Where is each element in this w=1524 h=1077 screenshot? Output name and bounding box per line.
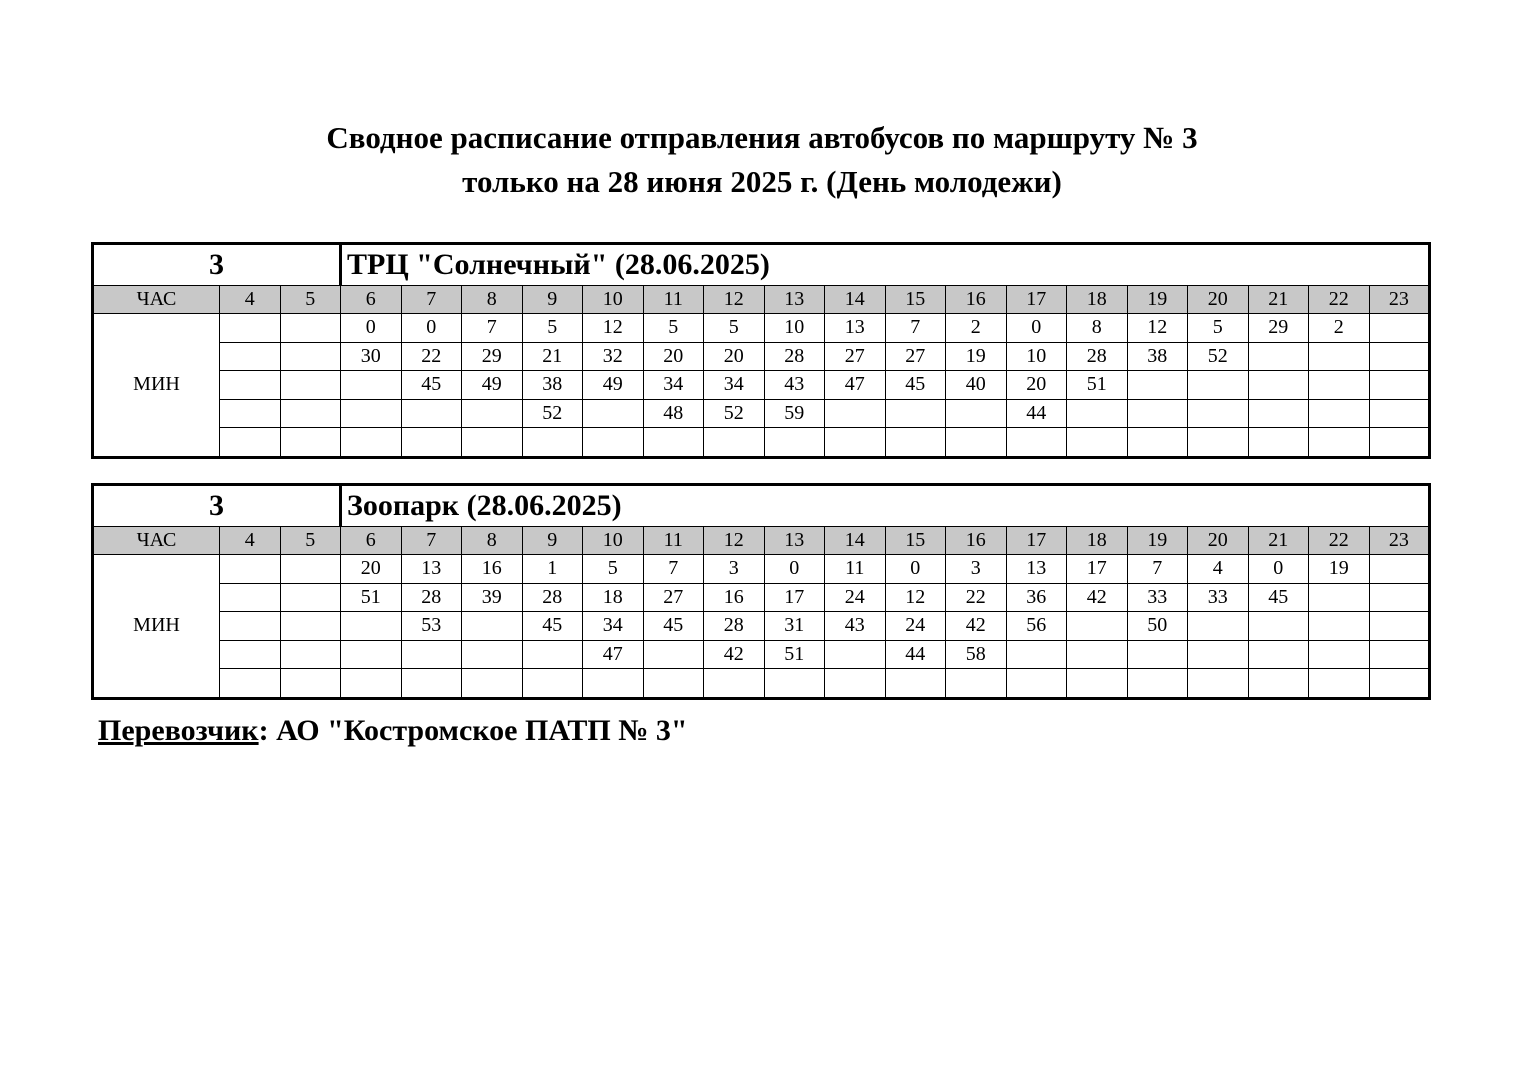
minute-cell — [1369, 371, 1430, 400]
minute-cell: 45 — [401, 371, 462, 400]
minute-cell — [220, 342, 281, 371]
title-line-2: только на 28 июня 2025 г. (День молодежи) — [462, 164, 1062, 199]
minute-cell: 12 — [583, 314, 644, 343]
minute-cell — [1248, 399, 1309, 428]
hour-cell: 18 — [1067, 527, 1128, 555]
minute-cell — [583, 669, 644, 699]
hour-cell: 4 — [220, 527, 281, 555]
hour-cell: 20 — [1188, 286, 1249, 314]
hour-cell: 11 — [643, 286, 704, 314]
minute-cell — [885, 428, 946, 458]
minute-cell: 47 — [583, 640, 644, 669]
minute-cell — [280, 342, 341, 371]
minutes-row — [93, 399, 1430, 428]
hour-cell: 9 — [522, 527, 583, 555]
minute-cell: 20 — [341, 555, 402, 584]
minute-cell: 24 — [825, 583, 886, 612]
minute-cell: 7 — [643, 555, 704, 584]
minute-cell — [280, 612, 341, 641]
minute-cell: 0 — [885, 555, 946, 584]
minute-cell — [462, 669, 523, 699]
minute-cell — [704, 669, 765, 699]
minute-cell: 44 — [1006, 399, 1067, 428]
minute-cell: 33 — [1127, 583, 1188, 612]
minute-cell — [341, 399, 402, 428]
minute-cell — [1309, 669, 1370, 699]
minute-cell — [1369, 342, 1430, 371]
minute-cell: 17 — [764, 583, 825, 612]
minute-cell: 43 — [825, 612, 886, 641]
minute-cell — [1188, 612, 1249, 641]
hour-cell: 13 — [764, 286, 825, 314]
hour-cell: 10 — [583, 527, 644, 555]
minute-cell: 44 — [885, 640, 946, 669]
minutes-row — [93, 428, 1430, 458]
minute-cell: 56 — [1006, 612, 1067, 641]
hour-cell: 6 — [341, 286, 402, 314]
minute-cell: 52 — [522, 399, 583, 428]
minute-cell: 17 — [1067, 555, 1128, 584]
minute-cell — [825, 669, 886, 699]
minute-cell — [1067, 640, 1128, 669]
minutes-label: МИН — [93, 555, 220, 699]
carrier-label: Перевозчик — [98, 714, 259, 747]
minute-cell: 51 — [341, 583, 402, 612]
minute-cell — [462, 428, 523, 458]
minute-cell: 29 — [462, 342, 523, 371]
minute-cell — [946, 399, 1007, 428]
minute-cell — [1369, 640, 1430, 669]
minute-cell: 16 — [462, 555, 523, 584]
minute-cell — [1309, 583, 1370, 612]
minute-cell: 50 — [1127, 612, 1188, 641]
minute-cell: 33 — [1188, 583, 1249, 612]
minute-cell: 34 — [583, 612, 644, 641]
minute-cell: 31 — [764, 612, 825, 641]
minute-cell: 0 — [764, 555, 825, 584]
hour-cell: 16 — [946, 527, 1007, 555]
minute-cell: 45 — [1248, 583, 1309, 612]
minute-cell — [643, 669, 704, 699]
hour-cell: 22 — [1309, 286, 1370, 314]
minute-cell — [1127, 399, 1188, 428]
minute-cell: 13 — [1006, 555, 1067, 584]
hour-cell: 16 — [946, 286, 1007, 314]
minute-cell — [401, 640, 462, 669]
minute-cell — [1067, 428, 1128, 458]
minute-cell — [885, 399, 946, 428]
minute-cell — [1248, 669, 1309, 699]
minute-cell — [1369, 428, 1430, 458]
minute-cell — [1309, 428, 1370, 458]
minute-cell — [220, 399, 281, 428]
minute-cell: 34 — [704, 371, 765, 400]
minute-cell — [643, 640, 704, 669]
minute-cell — [341, 428, 402, 458]
minute-cell — [1127, 428, 1188, 458]
minute-cell: 27 — [643, 583, 704, 612]
hour-cell: 4 — [220, 286, 281, 314]
hour-cell: 14 — [825, 527, 886, 555]
minute-cell: 20 — [643, 342, 704, 371]
minute-cell — [1067, 612, 1128, 641]
minute-cell — [280, 399, 341, 428]
minute-cell: 16 — [704, 583, 765, 612]
minute-cell — [401, 428, 462, 458]
minute-cell — [946, 669, 1007, 699]
minute-cell: 29 — [1248, 314, 1309, 343]
hour-cell: 10 — [583, 286, 644, 314]
minute-cell: 21 — [522, 342, 583, 371]
minute-cell: 0 — [1006, 314, 1067, 343]
minute-cell: 0 — [341, 314, 402, 343]
hour-cell: 23 — [1369, 527, 1430, 555]
hour-cell: 15 — [885, 527, 946, 555]
minute-cell — [462, 640, 523, 669]
minute-cell: 3 — [704, 555, 765, 584]
minute-cell: 5 — [643, 314, 704, 343]
minute-cell — [1188, 669, 1249, 699]
minute-cell: 42 — [704, 640, 765, 669]
minute-cell: 52 — [704, 399, 765, 428]
minute-cell: 43 — [764, 371, 825, 400]
minute-cell — [1309, 399, 1370, 428]
stop-name: ТРЦ "Солнечный" (28.06.2025) — [341, 244, 1430, 286]
stop-name: Зоопарк (28.06.2025) — [341, 485, 1430, 527]
minutes-row — [93, 342, 1430, 371]
minute-cell: 8 — [1067, 314, 1128, 343]
minute-cell — [462, 612, 523, 641]
minute-cell — [1067, 669, 1128, 699]
minute-cell — [220, 428, 281, 458]
minute-cell: 22 — [946, 583, 1007, 612]
minutes-row — [93, 640, 1430, 669]
minute-cell: 28 — [1067, 342, 1128, 371]
hour-cell: 18 — [1067, 286, 1128, 314]
route-number: 3 — [93, 244, 341, 286]
minutes-row — [93, 555, 1430, 584]
minute-cell — [401, 669, 462, 699]
minute-cell — [704, 428, 765, 458]
hour-cell: 17 — [1006, 286, 1067, 314]
minute-cell — [280, 314, 341, 343]
hour-cell: 8 — [462, 286, 523, 314]
minute-cell — [341, 669, 402, 699]
minute-cell: 32 — [583, 342, 644, 371]
minute-cell — [220, 371, 281, 400]
minute-cell: 4 — [1188, 555, 1249, 584]
minute-cell — [1067, 399, 1128, 428]
minute-cell: 51 — [1067, 371, 1128, 400]
minute-cell — [1369, 669, 1430, 699]
minute-cell — [280, 555, 341, 584]
minute-cell — [1188, 399, 1249, 428]
minute-cell — [764, 669, 825, 699]
minute-cell: 10 — [1006, 342, 1067, 371]
minute-cell: 47 — [825, 371, 886, 400]
minute-cell: 19 — [946, 342, 1007, 371]
hour-cell: 20 — [1188, 527, 1249, 555]
minute-cell: 45 — [522, 612, 583, 641]
schedule-header-row — [93, 485, 1430, 527]
hour-cell: 14 — [825, 286, 886, 314]
minute-cell: 5 — [522, 314, 583, 343]
minute-cell: 20 — [1006, 371, 1067, 400]
minute-cell: 59 — [764, 399, 825, 428]
hour-cell: 19 — [1127, 527, 1188, 555]
minute-cell: 48 — [643, 399, 704, 428]
minutes-row — [93, 314, 1430, 343]
minutes-row — [93, 583, 1430, 612]
hour-cell: 15 — [885, 286, 946, 314]
carrier-value: : АО "Костромское ПАТП № 3" — [258, 714, 688, 747]
minute-cell: 45 — [885, 371, 946, 400]
hour-cell: 9 — [522, 286, 583, 314]
minute-cell — [764, 428, 825, 458]
minute-cell — [341, 612, 402, 641]
minute-cell — [1369, 399, 1430, 428]
hour-cell: 19 — [1127, 286, 1188, 314]
minute-cell — [1309, 640, 1370, 669]
minute-cell: 5 — [583, 555, 644, 584]
minute-cell: 1 — [522, 555, 583, 584]
minute-cell — [1369, 555, 1430, 584]
hour-cell: 17 — [1006, 527, 1067, 555]
schedule-table-trc — [91, 242, 1431, 459]
hour-cell: 22 — [1309, 527, 1370, 555]
hour-cell: 13 — [764, 527, 825, 555]
minute-cell: 7 — [1127, 555, 1188, 584]
minute-cell: 0 — [401, 314, 462, 343]
minute-cell — [220, 669, 281, 699]
minute-cell: 0 — [1248, 555, 1309, 584]
minute-cell: 11 — [825, 555, 886, 584]
minute-cell: 7 — [462, 314, 523, 343]
hour-cell: 21 — [1248, 286, 1309, 314]
minute-cell: 30 — [341, 342, 402, 371]
minute-cell: 34 — [643, 371, 704, 400]
minute-cell: 52 — [1188, 342, 1249, 371]
hour-cell: 6 — [341, 527, 402, 555]
minutes-row — [93, 612, 1430, 641]
minute-cell — [522, 640, 583, 669]
minute-cell — [280, 669, 341, 699]
minute-cell: 28 — [764, 342, 825, 371]
minute-cell — [1006, 428, 1067, 458]
minute-cell: 51 — [764, 640, 825, 669]
minute-cell — [1369, 583, 1430, 612]
minutes-label: МИН — [93, 314, 220, 458]
minute-cell: 3 — [946, 555, 1007, 584]
hour-label: ЧАС — [93, 527, 220, 555]
minute-cell — [583, 428, 644, 458]
minute-cell — [220, 314, 281, 343]
hour-cell: 11 — [643, 527, 704, 555]
minute-cell — [280, 428, 341, 458]
hour-cell: 21 — [1248, 527, 1309, 555]
minute-cell: 12 — [1127, 314, 1188, 343]
minute-cell — [1248, 342, 1309, 371]
minute-cell — [341, 371, 402, 400]
minute-cell — [1309, 612, 1370, 641]
minute-cell — [1006, 640, 1067, 669]
minute-cell — [825, 399, 886, 428]
minute-cell: 40 — [946, 371, 1007, 400]
minutes-row — [93, 371, 1430, 400]
title-line-1: Сводное расписание отправления автобусов по маршруту № 3 — [326, 120, 1198, 155]
hours-row — [93, 527, 1430, 555]
minute-cell: 58 — [946, 640, 1007, 669]
minute-cell: 13 — [825, 314, 886, 343]
minute-cell — [1309, 342, 1370, 371]
minute-cell — [643, 428, 704, 458]
minute-cell — [1248, 640, 1309, 669]
minute-cell: 38 — [1127, 342, 1188, 371]
carrier-info — [98, 714, 688, 748]
minute-cell — [1248, 428, 1309, 458]
minute-cell — [220, 640, 281, 669]
minute-cell: 24 — [885, 612, 946, 641]
minute-cell — [946, 428, 1007, 458]
hour-cell: 8 — [462, 527, 523, 555]
minute-cell — [401, 399, 462, 428]
minute-cell: 22 — [401, 342, 462, 371]
minute-cell: 19 — [1309, 555, 1370, 584]
minute-cell: 20 — [704, 342, 765, 371]
minute-cell — [1127, 669, 1188, 699]
minute-cell: 28 — [704, 612, 765, 641]
minute-cell: 36 — [1006, 583, 1067, 612]
minute-cell — [825, 428, 886, 458]
minute-cell: 49 — [462, 371, 523, 400]
minute-cell — [1248, 612, 1309, 641]
schedule-header-row — [93, 244, 1430, 286]
hour-cell: 12 — [704, 286, 765, 314]
hour-cell: 7 — [401, 286, 462, 314]
minute-cell — [522, 428, 583, 458]
minute-cell: 45 — [643, 612, 704, 641]
minute-cell: 27 — [885, 342, 946, 371]
minute-cell: 27 — [825, 342, 886, 371]
minute-cell: 10 — [764, 314, 825, 343]
minutes-row — [93, 669, 1430, 699]
minute-cell — [1127, 640, 1188, 669]
schedule-table-zoo — [91, 483, 1431, 700]
minute-cell: 2 — [1309, 314, 1370, 343]
hour-cell: 23 — [1369, 286, 1430, 314]
minute-cell: 39 — [462, 583, 523, 612]
minute-cell — [583, 399, 644, 428]
minute-cell — [885, 669, 946, 699]
minute-cell: 2 — [946, 314, 1007, 343]
hour-cell: 7 — [401, 527, 462, 555]
minute-cell — [341, 640, 402, 669]
minute-cell — [522, 669, 583, 699]
minute-cell — [1369, 314, 1430, 343]
hours-row — [93, 286, 1430, 314]
minute-cell — [1006, 669, 1067, 699]
minute-cell — [1309, 371, 1370, 400]
minute-cell: 5 — [704, 314, 765, 343]
minute-cell: 7 — [885, 314, 946, 343]
minute-cell: 13 — [401, 555, 462, 584]
hour-cell: 5 — [280, 527, 341, 555]
hour-cell: 12 — [704, 527, 765, 555]
minute-cell: 5 — [1188, 314, 1249, 343]
minute-cell — [220, 583, 281, 612]
minute-cell: 53 — [401, 612, 462, 641]
minute-cell: 42 — [1067, 583, 1128, 612]
minute-cell — [462, 399, 523, 428]
minute-cell: 28 — [522, 583, 583, 612]
minute-cell — [825, 640, 886, 669]
minute-cell — [1248, 371, 1309, 400]
minute-cell — [1188, 640, 1249, 669]
minute-cell — [1127, 371, 1188, 400]
minute-cell — [1369, 612, 1430, 641]
minute-cell — [1188, 371, 1249, 400]
minute-cell — [220, 555, 281, 584]
minute-cell — [280, 371, 341, 400]
page-title — [0, 116, 1524, 204]
minute-cell: 49 — [583, 371, 644, 400]
hour-cell: 5 — [280, 286, 341, 314]
minute-cell — [220, 612, 281, 641]
minute-cell: 38 — [522, 371, 583, 400]
minute-cell — [280, 640, 341, 669]
minute-cell — [280, 583, 341, 612]
minute-cell: 12 — [885, 583, 946, 612]
minute-cell: 42 — [946, 612, 1007, 641]
hour-label: ЧАС — [93, 286, 220, 314]
minute-cell: 28 — [401, 583, 462, 612]
minute-cell — [1188, 428, 1249, 458]
minute-cell: 18 — [583, 583, 644, 612]
route-number: 3 — [93, 485, 341, 527]
